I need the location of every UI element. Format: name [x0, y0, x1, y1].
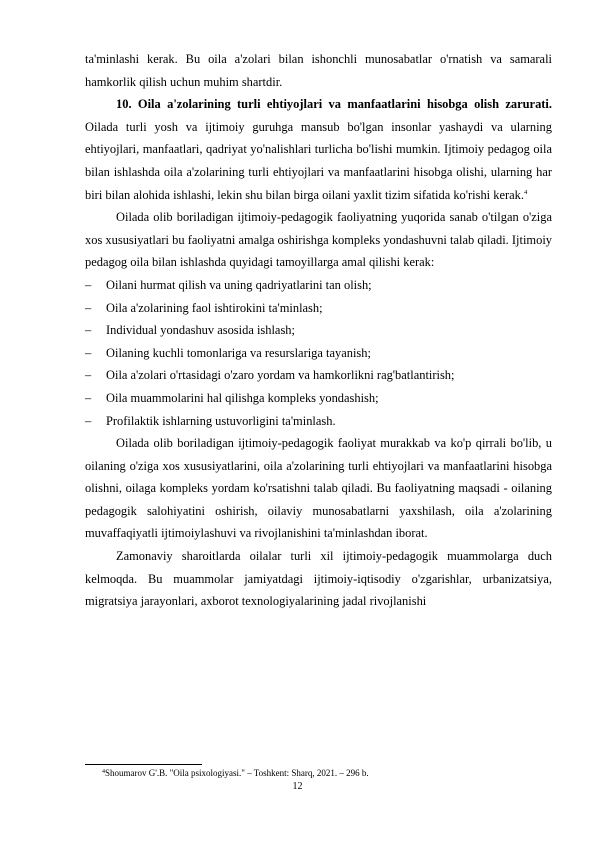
dash-bullet: –	[85, 345, 92, 360]
list-item	[85, 319, 552, 342]
list-item	[85, 297, 552, 320]
paragraph-5: Zamonaviy sharoitlarda oilalar turli xil ijtimoiy-pedagogik muammolarga duch kelmoqda. Bu muammolar jamiyatdagi ijtimoiy-iqtisodiy o'zgarishlar, urbanizatsiya, migratsiya jarayonlari, axborot texnologiyalarining jadal rivojlanishi	[85, 549, 552, 609]
dash-bullet: –	[85, 368, 92, 383]
list-item	[85, 387, 552, 410]
paragraph-3: Oilada olib boriladigan ijtimoiy-pedagogik faoliyatning yuqorida sanab o'tilgan o'ziga xos xususiyatlari bu faoliyatni amalga oshirishga kompleks yondashuvni talab qiladi. Ijtimoiy pedagog oila bilan ishlashda quyidagi tamoyillarga amal qilishi kerak:	[85, 210, 552, 270]
dash-bullet: –	[85, 277, 92, 292]
footnote	[85, 768, 552, 779]
page-number: 12	[292, 781, 303, 792]
list-item	[85, 342, 552, 365]
list-item-text: Individual yondashuv asosida ishlash;	[106, 323, 295, 338]
list-item-text: Oila a'zolari o'rtasidagi o'zaro yordam va hamkorlikni rag'batlantirish;	[106, 368, 455, 383]
footnote-reference[interactable]: 4	[523, 188, 528, 196]
footnote-number: 4	[102, 769, 105, 775]
list-item-text: Oilaning kuchli tomonlariga va resurslariga tayanish;	[106, 345, 371, 360]
paragraph-2	[85, 93, 552, 206]
list-item-text: Oila muammolarini hal qilishga kompleks yondashish;	[106, 390, 379, 405]
dash-bullet: –	[85, 413, 92, 428]
list-item-text: Profilaktik ishlarning ustuvorligini ta'minlash.	[106, 413, 336, 428]
footnote-text: Shoumarov G'.B. "Oila psixologiyasi." – Toshkent: Sharq, 2021. – 296 b.	[105, 768, 369, 778]
dash-bullet: –	[85, 300, 92, 315]
list-item	[85, 274, 552, 297]
list-item	[85, 364, 552, 387]
paragraph-4: Oilada olib boriladigan ijtimoiy-pedagogik faoliyat murakkab va ko'p qirrali bo'lib, u oilaning o'ziga xos xususiyatlarini, oila a'zolarining turli ehtiyojlari va manfaatlarini hisobga olishni, oilaga kompleks yordam ko'rsatishni talab qiladi. Bu faoliyatning maqsadi - oilaning pedagogik salohiyatini oshirish, oilaviy munosabatlarni yaxshilash, oila a'zolarining muvaffaqiyatli ijtimoiylashuvi va rivojlanishini ta'minlashdan iborat.	[85, 436, 552, 541]
list-item	[85, 410, 552, 433]
list-item-text: Oila a'zolarining faol ishtirokini ta'minlash;	[106, 300, 323, 315]
list-item-text: Oilani hurmat qilish va uning qadriyatlarini tan olish;	[106, 277, 372, 292]
dash-bullet: –	[85, 323, 92, 338]
dash-bullet: –	[85, 390, 92, 405]
footnote-separator	[85, 764, 202, 765]
paragraph-2-body: Oilada turli yosh va ijtimoiy guruhga mansub bo'lgan insonlar yashaydi va ularning ehtiyojlari, manfaatlari, qadriyat yo'nalishlari turlicha bo'lishi mumkin. Ijtimoiy pedagog oila bilan ishlashda oila a'zolarining turli ehtiyojlari va manfaatlarini hisobga olishi, ularning har biri bilan alohida ishlashi, lekin shu bilan birga oilani yaxlit tizim sifatida ko'rishi kerak.	[85, 119, 552, 202]
paragraph-1: ta'minlashi kerak. Bu oila a'zolari bilan ishonchli munosabatlar o'rnatish va samarali hamkorlik qilish uchun muhim shartdir.	[85, 52, 552, 89]
section-heading: 10. Oila a'zolarining turli ehtiyojlari va manfaatlarini hisobga olish zarurati.	[116, 97, 552, 112]
body-text	[85, 48, 552, 613]
principles-list	[85, 274, 552, 432]
